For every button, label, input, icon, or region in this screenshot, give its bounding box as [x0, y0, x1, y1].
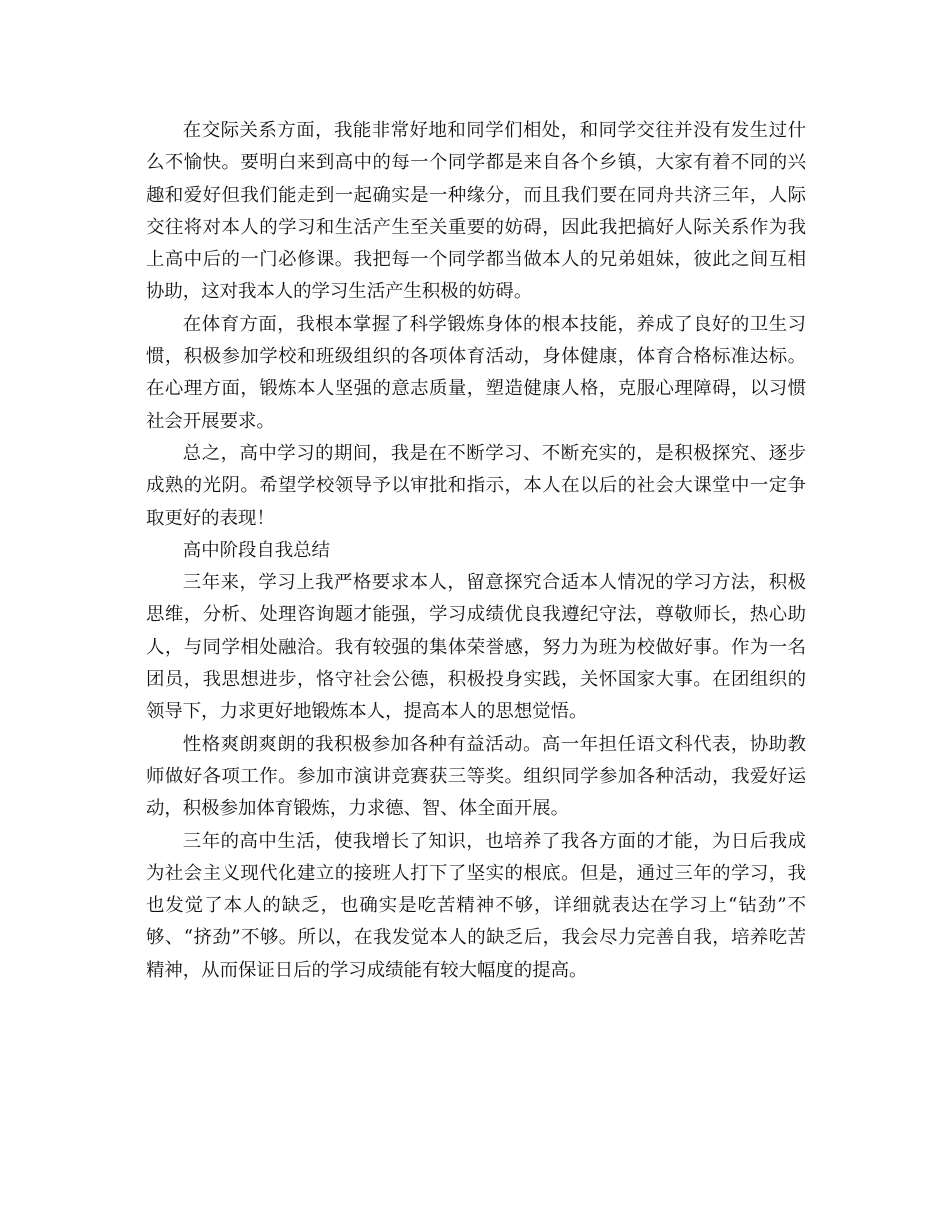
paragraph-summary: 总之，高中学习的期间，我是在不断学习、不断充实的，是积极探究、逐步成熟的光阴。希望学校领导予以审批和指示，本人在以后的社会大课堂中一定争取更好的表现！: [146, 442, 806, 529]
paragraph-activities: 性格爽朗爽朗的我积极参加各种有益活动。高一年担任语文科代表，协助教师做好各项工作。参加市演讲竞赛获三等奖。组织同学参加各种活动，我爱好运动，积极参加体育锻炼，力求德、智、体全面开展。: [146, 733, 806, 820]
paragraph-social-relations: 在交际关系方面，我能非常好地和同学们相处，和同学交往并没有发生过什么不愉快。要明白来到高中的每一个同学都是来自各个乡镇，大家有着不同的兴趣和爱好但我们能走到一起确实是一种缘分，而且我们要在同舟共济三年，人际交往将对本人的学习和生活产生至关重要的妨碍，因此我把搞好人际关系作为我上高中后的一门必修课。我把每一个同学都当做本人的兄弟姐妹，彼此之间互相协助，这对我本人的学习生活产生积极的妨碍。: [146, 120, 806, 303]
section-heading: 高中阶段自我总结: [182, 539, 330, 561]
paragraph-reflection: 三年的高中生活，使我增长了知识，也培养了我各方面的才能，为日后我成为社会主义现代化建立的接班人打下了坚实的根底。但是，通过三年的学习，我也发觉了本人的缺乏，也确实是吃苦精神不够，详细就表达在学习上“钻劲”不够、“挤劲”不够。所以，在我发觉本人的缺乏后，我会尽力完善自我，培养吃苦精神，从而保证日后的学习成绩能有较大幅度的提高。: [146, 830, 806, 981]
paragraph-physical-education: 在体育方面，我根本掌握了科学锻炼身体的根本技能，养成了良好的卫生习惯，积极参加学校和班级组织的各项体育活动，身体健康，体育合格标准达标。在心理方面，锻炼本人坚强的意志质量，塑造健康人格，克服心理障碍，以习惯社会开展要求。: [146, 313, 806, 432]
document-page: [146, 115, 806, 987]
paragraph-study: 三年来，学习上我严格要求本人，留意探究合适本人情况的学习方法，积极思维，分析、处理咨询题才能强，学习成绩优良我遵纪守法，尊敬师长，热心助人，与同学相处融洽。我有较强的集体荣誉感，努力为班为校做好事。作为一名团员，我思想进步，恪守社会公德，积极投身实践，关怀国家大事。在团组织的领导下，力求更好地锻炼本人，提高本人的思想觉悟。: [146, 572, 806, 723]
